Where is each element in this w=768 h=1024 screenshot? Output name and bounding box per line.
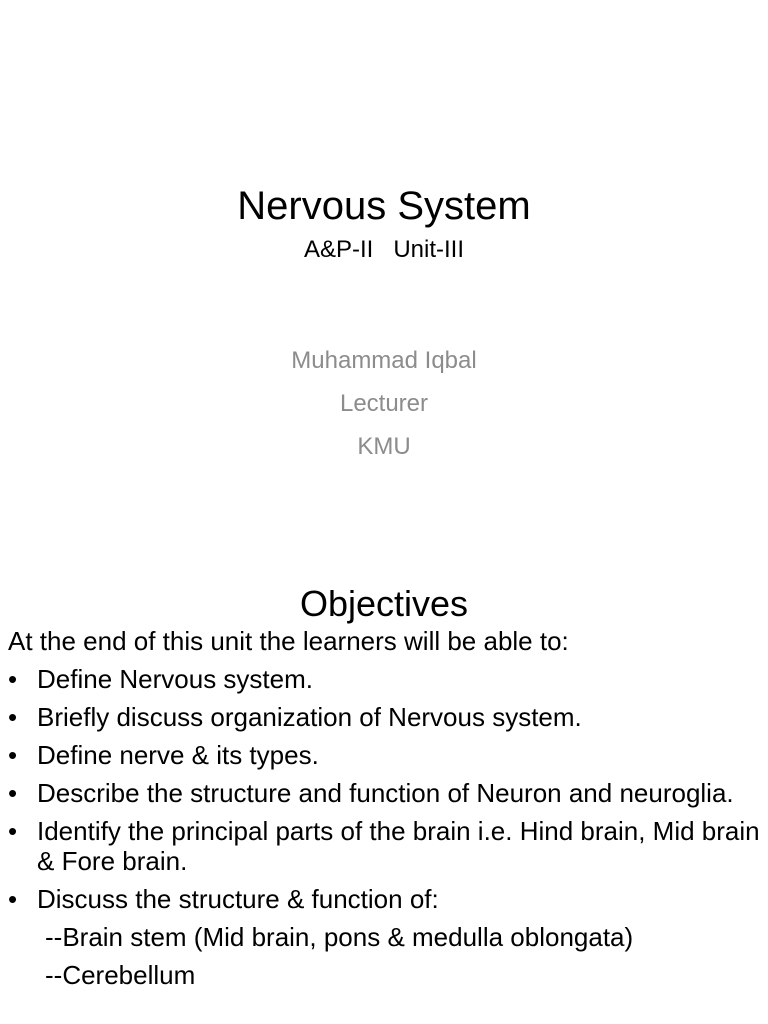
objective-text: Identify the principal parts of the brain i.e. Hind brain, Mid brain & Fore brain.	[37, 816, 760, 876]
bullet-dot-icon: •	[8, 778, 18, 808]
objective-text: Discuss the structure & function of:	[37, 884, 439, 914]
bullet-dot-icon: •	[8, 702, 18, 732]
bullet-dot-icon: •	[8, 664, 18, 694]
objective-item	[8, 740, 760, 770]
objective-item	[8, 816, 760, 876]
objectives-body	[8, 626, 760, 998]
author-institution: KMU	[357, 433, 411, 460]
slide-subtitle: A&P-II Unit-III	[303, 236, 465, 263]
author-name: Muhammad Iqbal	[291, 347, 477, 374]
author-position: Lecturer	[339, 390, 429, 417]
objective-text: Describe the structure and function of Neuron and neuroglia.	[37, 778, 734, 808]
bullet-dot-icon: •	[8, 884, 18, 914]
bullet-dot-icon: •	[8, 740, 18, 770]
objective-item	[8, 702, 760, 732]
objective-text: Define nerve & its types.	[37, 740, 319, 770]
objectives-list	[8, 664, 760, 914]
objective-item	[8, 884, 760, 914]
objective-subitem: --Cerebellum	[45, 960, 196, 990]
objectives-slide	[0, 512, 768, 1024]
objective-item	[8, 664, 760, 694]
objective-subitem: --Brain stem (Mid brain, pons & medulla oblongata)	[45, 922, 634, 952]
objective-item	[8, 778, 760, 808]
objective-text: Define Nervous system.	[37, 664, 313, 694]
bullet-dot-icon: •	[8, 816, 18, 846]
objectives-title: Objectives	[299, 583, 469, 624]
slide-title: Nervous System	[237, 184, 531, 228]
objectives-intro: At the end of this unit the learners will be able to:	[8, 626, 569, 656]
objective-text: Briefly discuss organization of Nervous system.	[37, 702, 582, 732]
author-block	[0, 346, 768, 475]
